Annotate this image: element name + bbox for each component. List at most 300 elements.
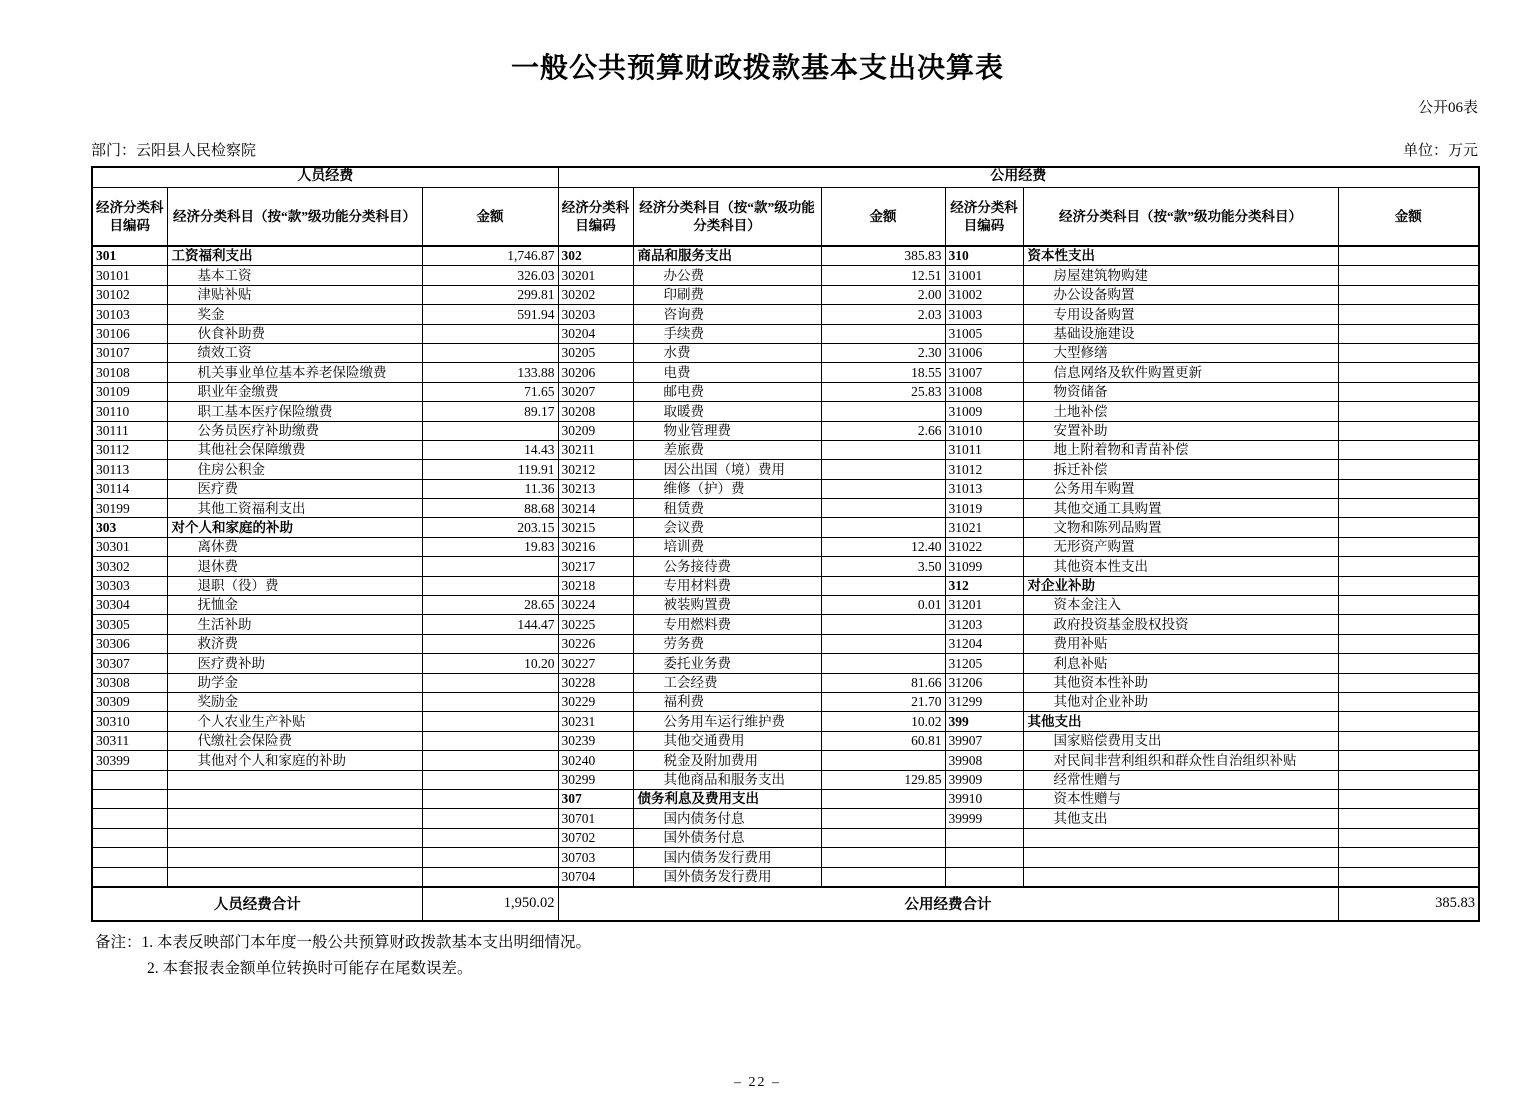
subject-cell: 取暖费: [633, 402, 821, 421]
amount-cell: [821, 324, 945, 343]
amount-cell: 299.81: [422, 285, 558, 304]
amount-cell: 14.43: [422, 440, 558, 459]
code-cell: 30202: [558, 285, 633, 304]
subject-cell: 办公费: [633, 266, 821, 285]
subject-cell: 伙食补助费: [167, 324, 422, 343]
code-cell: 30299: [558, 770, 633, 789]
subject-cell: 国内债务付息: [633, 809, 821, 828]
subject-cell: 培训费: [633, 537, 821, 556]
code-cell: 301: [92, 246, 167, 266]
code-cell: 30206: [558, 363, 633, 382]
col-header-code: 经济分类科目编码: [92, 188, 167, 247]
table-row: [92, 789, 1479, 808]
amount-cell: 71.65: [422, 382, 558, 401]
amount-cell: [1338, 634, 1479, 653]
amount-cell: 12.51: [821, 266, 945, 285]
amount-cell: 2.30: [821, 343, 945, 362]
code-cell: 30102: [92, 285, 167, 304]
code-cell: 31299: [945, 692, 1023, 711]
code-cell: 30211: [558, 440, 633, 459]
subject-cell: 公务用车购置: [1023, 479, 1338, 498]
code-cell: [92, 848, 167, 867]
amount-cell: [1338, 731, 1479, 750]
subject-cell: 商品和服务支出: [633, 246, 821, 266]
amount-cell: 385.83: [821, 246, 945, 266]
code-cell: 30213: [558, 479, 633, 498]
amount-cell: [422, 692, 558, 711]
subject-cell: 工资福利支出: [167, 246, 422, 266]
code-cell: 30111: [92, 421, 167, 440]
subject-cell: 其他资本性支出: [1023, 557, 1338, 576]
table-row: [92, 382, 1479, 401]
footnote-prefix: 备注：: [95, 933, 142, 951]
code-cell: 31203: [945, 615, 1023, 634]
code-cell: 31001: [945, 266, 1023, 285]
code-cell: 30309: [92, 692, 167, 711]
code-cell: [92, 770, 167, 789]
personnel-total-value: 1,950.02: [422, 887, 558, 921]
public-total-label: 公用经费合计: [558, 887, 1338, 921]
subject-cell: 代缴社会保险费: [167, 731, 422, 750]
subject-cell: 对民间非营利组织和群众性自治组织补贴: [1023, 751, 1338, 770]
table-row: [92, 305, 1479, 324]
col-header-amount: 金额: [422, 188, 558, 247]
subject-cell: 职业年金缴费: [167, 382, 422, 401]
subject-cell: [1023, 828, 1338, 847]
amount-cell: 21.70: [821, 692, 945, 711]
table-row: [92, 770, 1479, 789]
table-row: [92, 246, 1479, 266]
code-cell: 30217: [558, 557, 633, 576]
code-cell: 30110: [92, 402, 167, 421]
code-cell: 30229: [558, 692, 633, 711]
subject-cell: 离休费: [167, 537, 422, 556]
amount-cell: [1338, 402, 1479, 421]
subject-cell: 因公出国（境）费用: [633, 460, 821, 479]
amount-cell: 81.66: [821, 673, 945, 692]
code-cell: [92, 828, 167, 847]
col-header-code: 经济分类科目编码: [558, 188, 633, 247]
subject-cell: [167, 789, 422, 808]
subject-cell: 奖金: [167, 305, 422, 324]
code-cell: 30101: [92, 266, 167, 285]
code-cell: 31007: [945, 363, 1023, 382]
subject-cell: 其他资本性补助: [1023, 673, 1338, 692]
code-cell: [92, 809, 167, 828]
code-cell: 30226: [558, 634, 633, 653]
subject-cell: 对个人和家庭的补助: [167, 518, 422, 537]
code-cell: 31006: [945, 343, 1023, 362]
group-header-public: 公用经费: [558, 167, 1479, 188]
code-cell: 310: [945, 246, 1023, 266]
page-title: 一般公共预算财政拨款基本支出决算表: [510, 53, 1004, 84]
table-row: [92, 343, 1479, 362]
table-row: [92, 557, 1479, 576]
table-row: [92, 537, 1479, 556]
subject-cell: 水费: [633, 343, 821, 362]
subject-cell: 维修（护）费: [633, 479, 821, 498]
amount-cell: [821, 654, 945, 673]
subject-cell: 福利费: [633, 692, 821, 711]
amount-cell: [1338, 789, 1479, 808]
amount-cell: [422, 343, 558, 362]
meta-row: [91, 139, 1478, 160]
amount-cell: [422, 634, 558, 653]
subject-cell: 医疗费: [167, 479, 422, 498]
amount-cell: [821, 867, 945, 887]
code-cell: [945, 828, 1023, 847]
amount-cell: [1338, 518, 1479, 537]
amount-cell: [422, 848, 558, 867]
amount-cell: [1338, 537, 1479, 556]
code-cell: 30306: [92, 634, 167, 653]
code-cell: 30112: [92, 440, 167, 459]
amount-cell: 18.55: [821, 363, 945, 382]
subject-cell: 无形资产购置: [1023, 537, 1338, 556]
subject-cell: 资本金注入: [1023, 596, 1338, 615]
code-cell: 30207: [558, 382, 633, 401]
amount-cell: 3.50: [821, 557, 945, 576]
code-cell: 31205: [945, 654, 1023, 673]
code-cell: 30204: [558, 324, 633, 343]
amount-cell: [1338, 382, 1479, 401]
subject-cell: 房屋建筑物购建: [1023, 266, 1338, 285]
code-cell: 30228: [558, 673, 633, 692]
amount-cell: [422, 751, 558, 770]
subject-cell: 其他交通工具购置: [1023, 499, 1338, 518]
amount-cell: 10.02: [821, 712, 945, 731]
table-row: [92, 634, 1479, 653]
amount-cell: 0.01: [821, 596, 945, 615]
code-cell: 30203: [558, 305, 633, 324]
code-cell: 30215: [558, 518, 633, 537]
table-row: [92, 576, 1479, 595]
amount-cell: [1338, 596, 1479, 615]
code-cell: 31005: [945, 324, 1023, 343]
subject-cell: [1023, 848, 1338, 867]
amount-cell: [422, 712, 558, 731]
code-cell: 30310: [92, 712, 167, 731]
subject-cell: 救济费: [167, 634, 422, 653]
code-cell: 31003: [945, 305, 1023, 324]
code-cell: 30109: [92, 382, 167, 401]
subject-cell: 国外债务发行费用: [633, 867, 821, 887]
table-row: [92, 402, 1479, 421]
code-cell: 31201: [945, 596, 1023, 615]
code-cell: 30218: [558, 576, 633, 595]
subject-cell: 机关事业单位基本养老保险缴费: [167, 363, 422, 382]
amount-cell: [1338, 576, 1479, 595]
table-row: [92, 363, 1479, 382]
subject-cell: 职工基本医疗保险缴费: [167, 402, 422, 421]
amount-cell: [1338, 285, 1479, 304]
amount-cell: [1338, 440, 1479, 459]
subject-cell: 委托业务费: [633, 654, 821, 673]
amount-cell: 591.94: [422, 305, 558, 324]
subject-cell: 大型修缮: [1023, 343, 1338, 362]
subject-cell: 退职（役）费: [167, 576, 422, 595]
amount-cell: [1338, 324, 1479, 343]
code-cell: 31206: [945, 673, 1023, 692]
code-cell: 30216: [558, 537, 633, 556]
footnote-1: 1. 本表反映部门本年度一般公共预算财政拨款基本支出明细情况。: [141, 933, 592, 951]
code-cell: 30239: [558, 731, 633, 750]
amount-cell: [1338, 751, 1479, 770]
amount-cell: [422, 770, 558, 789]
subject-cell: 助学金: [167, 673, 422, 692]
code-cell: 30701: [558, 809, 633, 828]
footnote-line: [95, 930, 1515, 956]
amount-cell: 19.83: [422, 537, 558, 556]
amount-cell: [422, 867, 558, 887]
amount-cell: [422, 789, 558, 808]
subject-cell: 其他支出: [1023, 809, 1338, 828]
amount-cell: [821, 576, 945, 595]
subject-cell: 土地补偿: [1023, 402, 1338, 421]
table-head: [92, 167, 1479, 246]
amount-cell: [821, 809, 945, 828]
code-cell: 30103: [92, 305, 167, 324]
table-foot: [92, 887, 1479, 921]
subject-cell: 会议费: [633, 518, 821, 537]
table-row: [92, 867, 1479, 887]
subject-cell: 差旅费: [633, 440, 821, 459]
amount-cell: [1338, 557, 1479, 576]
subject-cell: 国内债务发行费用: [633, 848, 821, 867]
table-row: [92, 266, 1479, 285]
table-row: [92, 712, 1479, 731]
code-cell: 30205: [558, 343, 633, 362]
code-cell: 30704: [558, 867, 633, 887]
code-cell: 30303: [92, 576, 167, 595]
subject-cell: 其他交通费用: [633, 731, 821, 750]
code-cell: 31022: [945, 537, 1023, 556]
amount-cell: [1338, 828, 1479, 847]
subject-cell: 利息补贴: [1023, 654, 1338, 673]
department-label: 部门：云阳县人民检察院: [91, 143, 257, 159]
table-row: [92, 499, 1479, 518]
code-cell: 30308: [92, 673, 167, 692]
col-header-subject: 经济分类科目（按“款”级功能分类科目）: [167, 188, 422, 247]
amount-cell: [422, 828, 558, 847]
code-cell: 30702: [558, 828, 633, 847]
amount-cell: 326.03: [422, 266, 558, 285]
table-row: [92, 324, 1479, 343]
amount-cell: [422, 324, 558, 343]
amount-cell: [1338, 421, 1479, 440]
code-cell: 312: [945, 576, 1023, 595]
table-row: [92, 518, 1479, 537]
amount-cell: [821, 440, 945, 459]
subject-cell: 国外债务付息: [633, 828, 821, 847]
code-cell: 31008: [945, 382, 1023, 401]
subject-cell: [167, 848, 422, 867]
subject-cell: 税金及附加费用: [633, 751, 821, 770]
amount-cell: [1338, 343, 1479, 362]
amount-cell: [1338, 692, 1479, 711]
amount-cell: [422, 809, 558, 828]
code-cell: 30209: [558, 421, 633, 440]
table-body: [92, 246, 1479, 887]
amount-cell: [821, 499, 945, 518]
code-cell: [945, 848, 1023, 867]
amount-cell: 10.20: [422, 654, 558, 673]
subject-cell: 物资储备: [1023, 382, 1338, 401]
amount-cell: 119.91: [422, 460, 558, 479]
code-cell: 30106: [92, 324, 167, 343]
amount-cell: 60.81: [821, 731, 945, 750]
code-cell: 30703: [558, 848, 633, 867]
col-header-amount: 金额: [821, 188, 945, 247]
amount-cell: [821, 479, 945, 498]
amount-cell: [821, 751, 945, 770]
code-cell: 399: [945, 712, 1023, 731]
code-cell: 39999: [945, 809, 1023, 828]
amount-cell: 203.15: [422, 518, 558, 537]
code-cell: 30311: [92, 731, 167, 750]
subject-cell: 专用设备购置: [1023, 305, 1338, 324]
code-cell: 31013: [945, 479, 1023, 498]
amount-cell: [422, 673, 558, 692]
footnotes: [95, 930, 1515, 982]
subject-cell: 其他对企业补助: [1023, 692, 1338, 711]
subject-cell: 生活补助: [167, 615, 422, 634]
code-cell: 39910: [945, 789, 1023, 808]
code-cell: 31010: [945, 421, 1023, 440]
col-header-subject: 经济分类科目（按“款”级功能分类科目）: [1023, 188, 1338, 247]
subject-cell: 办公设备购置: [1023, 285, 1338, 304]
code-cell: 31011: [945, 440, 1023, 459]
code-cell: 30304: [92, 596, 167, 615]
subject-cell: 津贴补贴: [167, 285, 422, 304]
basic-expenditure-table: [91, 166, 1480, 922]
amount-cell: 2.66: [821, 421, 945, 440]
amount-cell: 1,746.87: [422, 246, 558, 266]
amount-cell: 144.47: [422, 615, 558, 634]
amount-cell: [1338, 770, 1479, 789]
subject-cell: 公务员医疗补助缴费: [167, 421, 422, 440]
code-cell: 30224: [558, 596, 633, 615]
code-cell: 30302: [92, 557, 167, 576]
code-cell: 307: [558, 789, 633, 808]
code-cell: 303: [92, 518, 167, 537]
subject-cell: 地上附着物和青苗补偿: [1023, 440, 1338, 459]
amount-cell: 11.36: [422, 479, 558, 498]
code-cell: 30231: [558, 712, 633, 731]
table-row: [92, 596, 1479, 615]
code-cell: 30108: [92, 363, 167, 382]
code-cell: 30201: [558, 266, 633, 285]
amount-cell: [422, 421, 558, 440]
code-cell: 30199: [92, 499, 167, 518]
footnote-2: 2. 本套报表金额单位转换时可能存在尾数误差。: [147, 959, 473, 977]
code-cell: 31019: [945, 499, 1023, 518]
amount-cell: [422, 576, 558, 595]
code-cell: 39907: [945, 731, 1023, 750]
subject-cell: 资本性赠与: [1023, 789, 1338, 808]
unit-label: 单位：万元: [1402, 143, 1478, 159]
subject-cell: 拆迁补偿: [1023, 460, 1338, 479]
subject-cell: 物业管理费: [633, 421, 821, 440]
subject-cell: 被装购置费: [633, 596, 821, 615]
code-cell: 302: [558, 246, 633, 266]
code-cell: [92, 867, 167, 887]
subject-cell: 其他工资福利支出: [167, 499, 422, 518]
code-cell: 30208: [558, 402, 633, 421]
amount-cell: [821, 460, 945, 479]
amount-cell: 89.17: [422, 402, 558, 421]
subject-cell: 对企业补助: [1023, 576, 1338, 595]
subject-cell: 绩效工资: [167, 343, 422, 362]
subject-cell: 基本工资: [167, 266, 422, 285]
table-row: [92, 460, 1479, 479]
amount-cell: [422, 731, 558, 750]
amount-cell: [1338, 848, 1479, 867]
totals-row: [92, 887, 1479, 921]
amount-cell: 12.40: [821, 537, 945, 556]
code-cell: 30214: [558, 499, 633, 518]
subject-cell: 其他社会保障缴费: [167, 440, 422, 459]
amount-cell: [821, 828, 945, 847]
code-cell: 30305: [92, 615, 167, 634]
amount-cell: 28.65: [422, 596, 558, 615]
subject-cell: 个人农业生产补贴: [167, 712, 422, 731]
amount-cell: 88.68: [422, 499, 558, 518]
code-cell: 39908: [945, 751, 1023, 770]
amount-cell: [821, 789, 945, 808]
amount-cell: 25.83: [821, 382, 945, 401]
subject-cell: 咨询费: [633, 305, 821, 324]
subject-cell: 抚恤金: [167, 596, 422, 615]
code-cell: 30114: [92, 479, 167, 498]
subject-cell: 邮电费: [633, 382, 821, 401]
amount-cell: [1338, 867, 1479, 887]
code-cell: 30399: [92, 751, 167, 770]
table-row: [92, 421, 1479, 440]
subject-cell: 退休费: [167, 557, 422, 576]
code-cell: 30227: [558, 654, 633, 673]
subject-cell: [167, 828, 422, 847]
table-row: [92, 751, 1479, 770]
code-cell: 31021: [945, 518, 1023, 537]
amount-cell: [1338, 654, 1479, 673]
table-row: [92, 692, 1479, 711]
code-cell: 31012: [945, 460, 1023, 479]
code-cell: 30301: [92, 537, 167, 556]
subject-cell: 资本性支出: [1023, 246, 1338, 266]
subject-cell: 工会经费: [633, 673, 821, 692]
subject-cell: 手续费: [633, 324, 821, 343]
amount-cell: 129.85: [821, 770, 945, 789]
amount-cell: [1338, 246, 1479, 266]
table-row: [92, 615, 1479, 634]
subject-cell: 其他支出: [1023, 712, 1338, 731]
subject-cell: 劳务费: [633, 634, 821, 653]
personnel-total-label: 人员经费合计: [92, 887, 422, 921]
amount-cell: [1338, 479, 1479, 498]
code-cell: 30113: [92, 460, 167, 479]
page-number: – 22 –: [734, 1075, 781, 1090]
subject-cell: 奖励金: [167, 692, 422, 711]
form-number: 公开06表: [1417, 100, 1478, 116]
subject-cell: 安置补助: [1023, 421, 1338, 440]
col-header-subject: 经济分类科目（按“款”级功能分类科目）: [633, 188, 821, 247]
col-header-amount: 金额: [1338, 188, 1479, 247]
subject-cell: 文物和陈列品购置: [1023, 518, 1338, 537]
amount-cell: [1338, 363, 1479, 382]
amount-cell: 2.03: [821, 305, 945, 324]
amount-cell: 133.88: [422, 363, 558, 382]
